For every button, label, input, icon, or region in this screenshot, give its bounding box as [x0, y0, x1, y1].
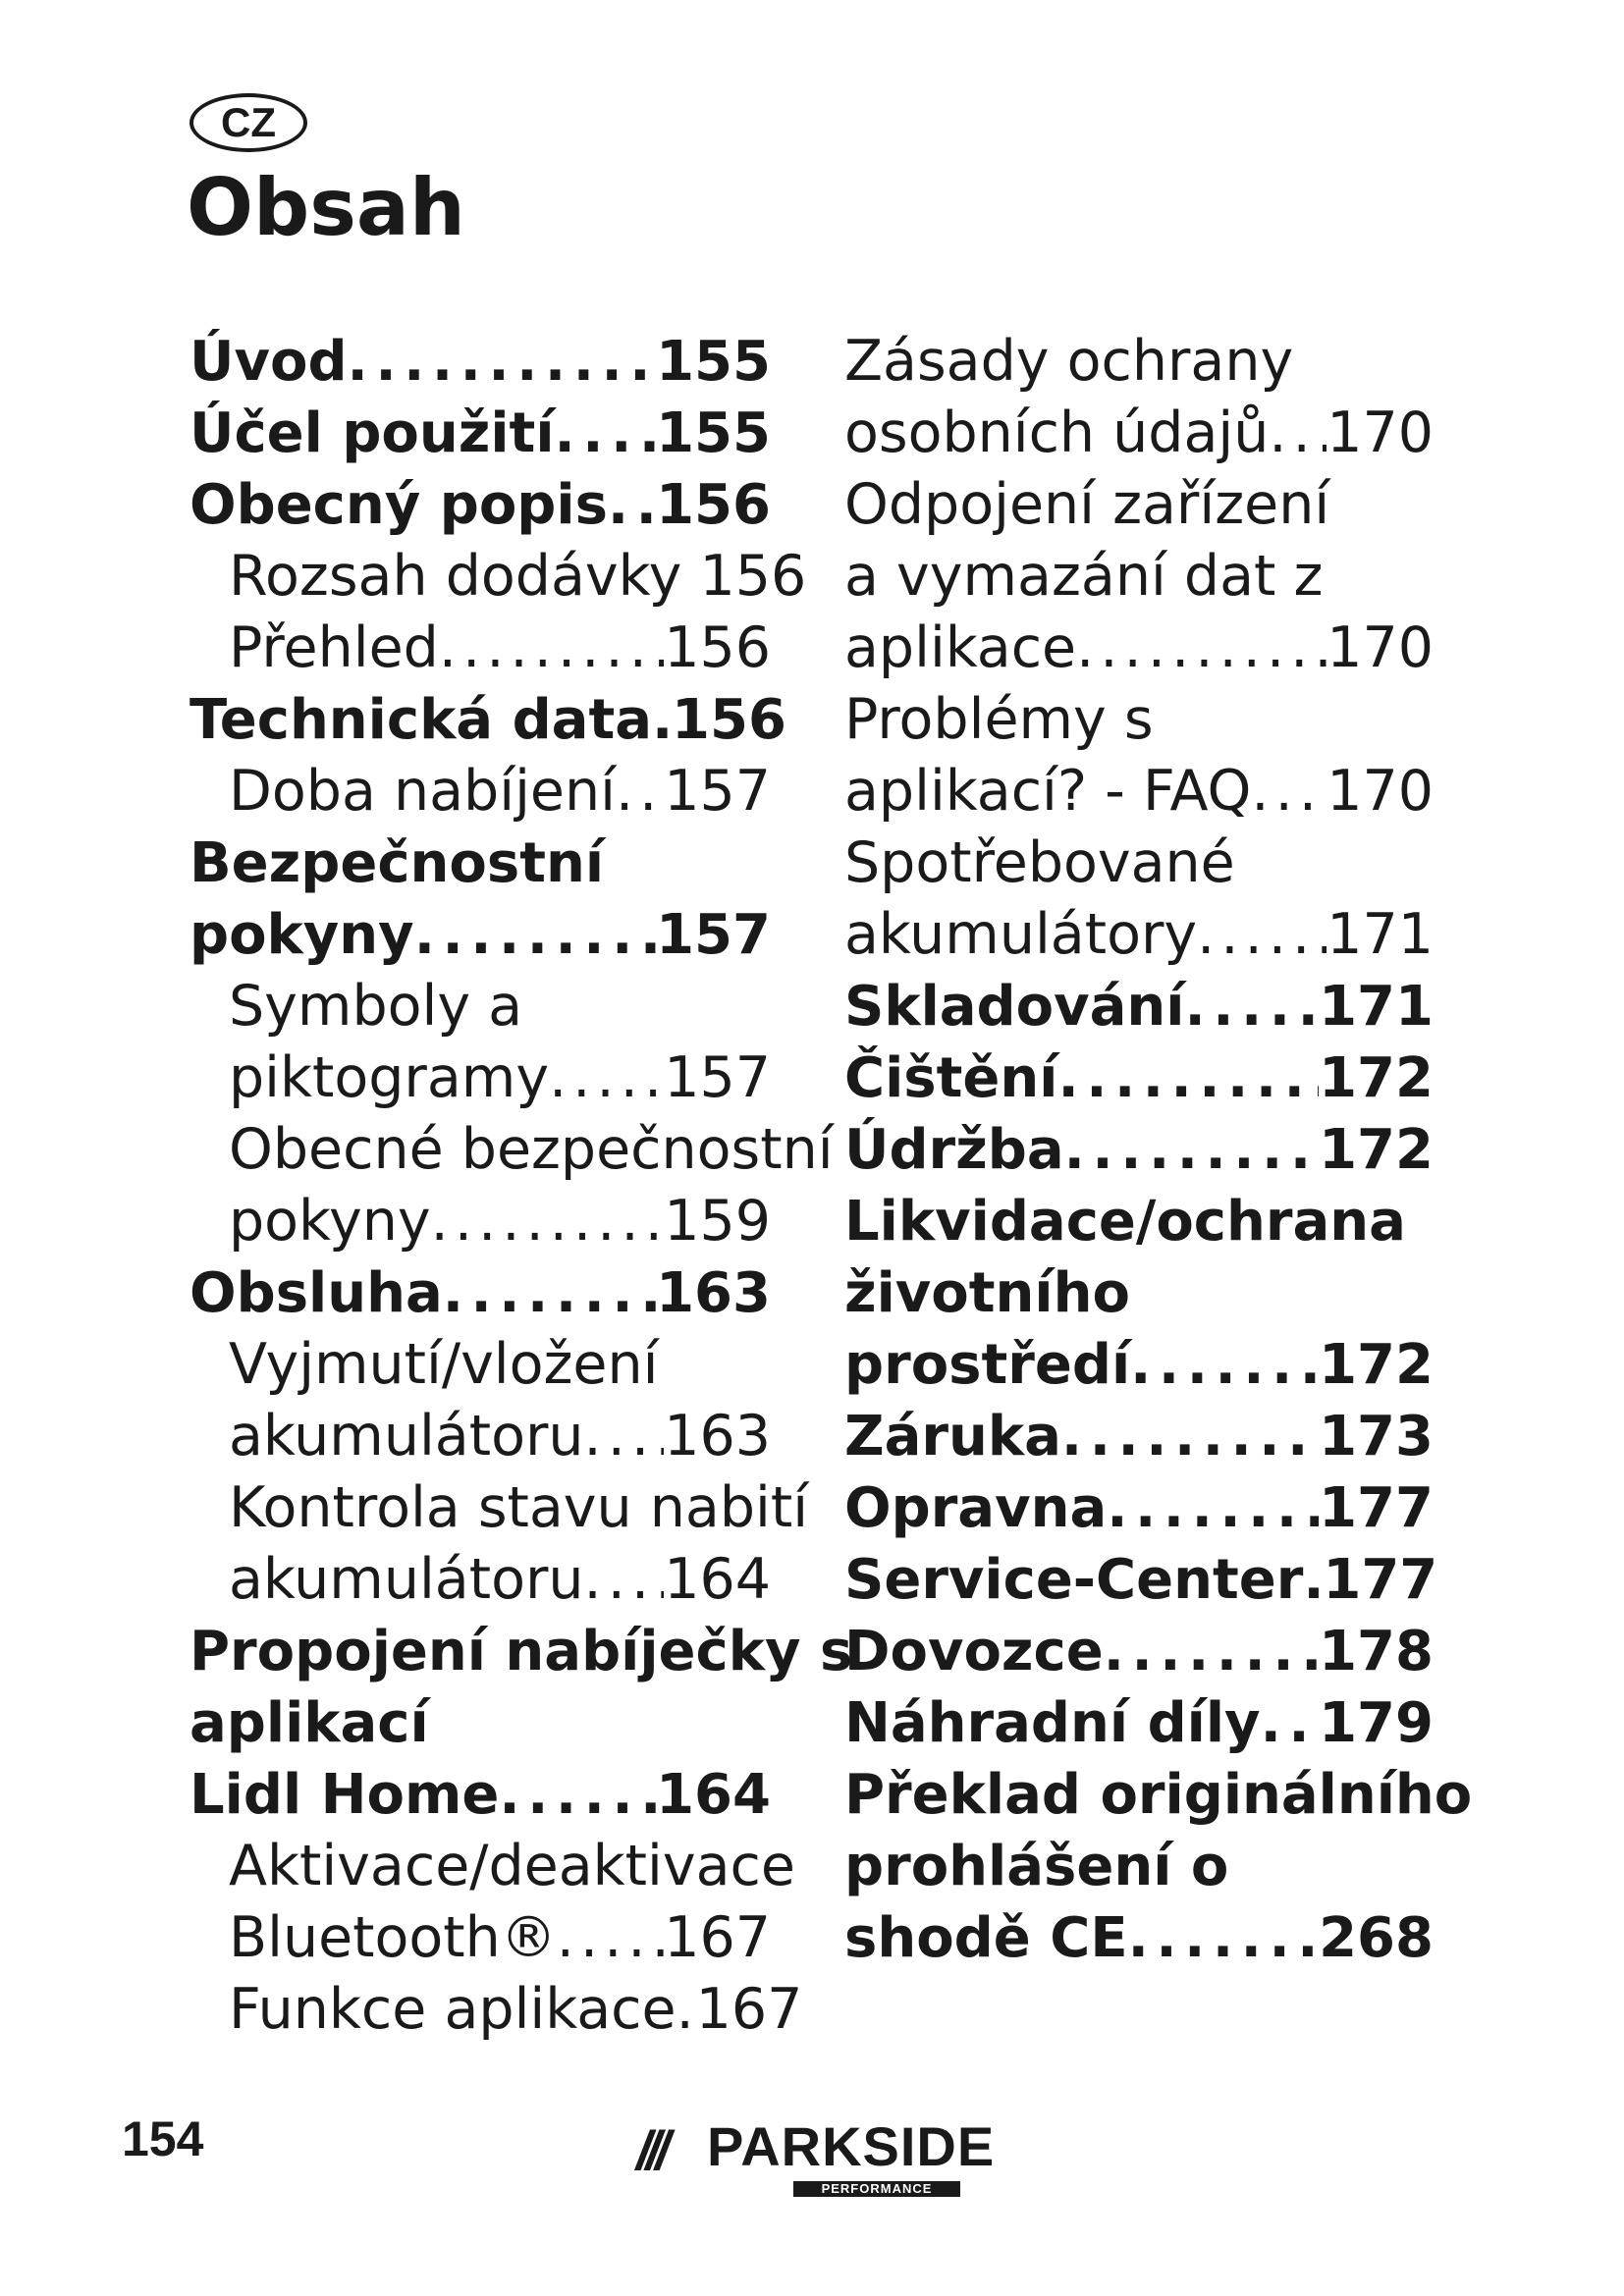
toc-entry-page: 268: [1319, 1906, 1434, 1970]
toc-entry-title: Opravna: [844, 1476, 1108, 1540]
brand-subtitle: PERFORMANCE: [793, 2181, 960, 2197]
toc-entry-title: piktogramy: [229, 1045, 550, 1110]
toc-entry-title: Údržba: [844, 1118, 1064, 1182]
toc-leader-dots: [608, 469, 656, 541]
toc-entry-title: Problémy s: [844, 687, 1154, 752]
toc-entry-title: aplikací? - FAQ: [844, 759, 1252, 824]
toc-entry-title: Bluetooth®: [229, 1905, 557, 1970]
toc-entry: [844, 326, 1434, 398]
toc-entry-title: Dovozce: [844, 1620, 1104, 1683]
toc-entry-title: Bezpečnostní: [189, 831, 605, 895]
toc-entry-page: 170: [1326, 400, 1434, 465]
toc-leader-dots: [1057, 1042, 1319, 1114]
toc-leader-dots: [443, 1257, 656, 1329]
language-badge: CZ: [189, 93, 307, 152]
toc-entry-page: 159: [664, 1189, 771, 1254]
toc-entry: [844, 398, 1434, 469]
toc-entry-page: 164: [664, 1547, 771, 1612]
toc-entry-title: Funkce aplikace: [229, 1977, 677, 2042]
toc-entry: [189, 1186, 771, 1257]
toc-entry-title: akumulátoru: [229, 1547, 584, 1612]
toc-entry-title: Obsluha: [189, 1261, 443, 1325]
toc-entry: [844, 1329, 1434, 1401]
toc-entry-page: 167: [664, 1905, 771, 1970]
toc-entry-title: Propojení nabíječky s: [189, 1620, 853, 1683]
toc-entry-title: Vyjmutí/vložení: [229, 1332, 659, 1397]
toc-entry-title: prohlášení o: [844, 1835, 1229, 1898]
toc-entry-page: 157: [664, 759, 771, 824]
toc-entry: [189, 1974, 803, 2046]
toc-entry: [189, 899, 771, 971]
toc-entry-title: akumulátoru: [229, 1404, 584, 1468]
toc-entry: [189, 828, 771, 899]
toc-entry: [844, 1472, 1434, 1544]
toc-leader-dots: [549, 1042, 664, 1114]
toc-entry: [189, 326, 771, 398]
toc-right-column: [844, 326, 1473, 1974]
toc-leader-dots: [1130, 1329, 1319, 1401]
toc-entry-title: Překlad originálního: [844, 1763, 1473, 1827]
toc-entry-title: Service-Center: [844, 1548, 1304, 1612]
toc-leader-dots: [431, 1186, 665, 1257]
toc-entry: [189, 1687, 771, 1759]
toc-entry-page: 179: [1319, 1691, 1434, 1755]
toc-leader-dots: [557, 1902, 664, 1974]
toc-entry: [189, 1759, 771, 1831]
toc-entry: [844, 1401, 1434, 1472]
toc-entry-page: 155: [656, 401, 771, 465]
toc-entry-page: 167: [695, 1977, 803, 2042]
toc-entry: [844, 1616, 1434, 1687]
toc-leader-dots: [584, 1401, 665, 1472]
toc-entry: [844, 1544, 1438, 1616]
toc-entry: [844, 541, 1434, 613]
toc-entry-title: Symboly a: [229, 974, 523, 1039]
toc-entry-title: Účel použití: [189, 401, 555, 465]
toc-leader-dots: [1184, 971, 1319, 1042]
page-title: Obsah: [187, 162, 465, 253]
toc-entry: [189, 1831, 795, 1902]
toc-entry-title: Čištění: [844, 1046, 1058, 1110]
toc-entry: [189, 1544, 771, 1616]
toc-entry-page: 170: [1326, 759, 1434, 824]
toc-entry: [189, 541, 807, 613]
toc-entry-title: Náhradní díly: [844, 1691, 1261, 1755]
toc-entry: [844, 756, 1434, 828]
toc-leader-dots: [499, 1759, 656, 1831]
toc-leader-dots: [1197, 899, 1326, 971]
toc-entry: [844, 971, 1434, 1042]
toc-leader-dots: [616, 756, 664, 828]
page-number: 154: [122, 2111, 204, 2166]
toc-entry-title: osobních údajů: [844, 400, 1270, 465]
toc-entry: [189, 1472, 809, 1544]
toc-entry-page: 163: [656, 1261, 771, 1325]
toc-entry-title: Odpojení zařízení: [844, 472, 1330, 537]
toc-leader-dots: [677, 1974, 696, 2046]
toc-entry: [189, 1401, 771, 1472]
toc-entry-title: prostředí: [844, 1333, 1131, 1397]
toc-entry: [189, 1042, 771, 1114]
toc-entry-title: Rozsah dodávky: [229, 544, 682, 609]
toc-entry: [844, 1687, 1434, 1759]
toc-leader-dots: [348, 326, 657, 398]
toc-entry-page: 156: [664, 615, 771, 680]
toc-entry-page: 170: [1326, 615, 1434, 680]
toc-entry-title: Aktivace/deaktivace: [229, 1834, 795, 1898]
toc-entry: [844, 1042, 1434, 1114]
toc-entry-title: akumulátory: [844, 902, 1198, 967]
toc-entry-title: Skladování: [844, 975, 1185, 1039]
toc-entry: [844, 469, 1434, 541]
toc-leader-dots: [652, 684, 672, 756]
toc-entry-title: a vymazání dat z: [844, 544, 1324, 609]
toc-entry-title: pokyny: [229, 1189, 431, 1254]
toc-leader-dots: [439, 613, 664, 684]
toc-entry-page: 164: [656, 1763, 771, 1827]
toc-entry-page: 171: [1326, 902, 1434, 967]
toc-entry: [189, 971, 771, 1042]
toc-entry-title: Doba nabíjení: [229, 759, 616, 824]
toc-entry-page: 157: [664, 1045, 771, 1110]
toc-entry: [844, 1114, 1434, 1186]
toc-entry-page: 178: [1319, 1620, 1434, 1683]
toc-entry-page: 156: [656, 473, 771, 537]
toc-leader-dots: [1107, 1472, 1319, 1544]
toc-entry-title: Technická data: [189, 688, 653, 752]
toc-leader-dots: [1303, 1544, 1323, 1616]
toc-entry: [189, 1257, 771, 1329]
toc-leader-dots: [414, 899, 656, 971]
toc-entry-page: 163: [664, 1404, 771, 1468]
toc-entry: [189, 1616, 853, 1687]
toc-entry-title: Lidl Home: [189, 1763, 500, 1827]
toc-leader-dots: [1128, 1902, 1320, 1974]
toc-entry-page: 157: [656, 903, 771, 967]
toc-entry-page: 172: [1319, 1333, 1434, 1397]
brand-slashes: ///: [636, 2119, 665, 2181]
toc-entry-page: 172: [1319, 1118, 1434, 1182]
toc-entry-title: pokyny: [189, 903, 414, 967]
toc-left-column: [189, 326, 853, 2046]
toc-entry-page: 155: [656, 330, 771, 394]
toc-entry-title: shodě CE: [844, 1906, 1128, 1970]
toc-entry-title: Obecný popis: [189, 473, 608, 537]
toc-entry-title: Likvidace/ochrana: [844, 1190, 1406, 1254]
toc-entry-title: Záruka: [844, 1405, 1061, 1468]
toc-entry: [189, 1329, 771, 1401]
toc-entry-page: 177: [1319, 1476, 1434, 1540]
toc-leader-dots: [1104, 1616, 1319, 1687]
toc-entry-page: 177: [1323, 1548, 1438, 1612]
toc-leader-dots: [584, 1544, 665, 1616]
toc-entry-title: aplikací: [189, 1691, 429, 1755]
toc-entry-title: Kontrola stavu nabití: [229, 1475, 809, 1540]
toc-entry-page: 172: [1319, 1046, 1434, 1110]
toc-entry: [189, 684, 786, 756]
toc-entry-title: Přehled: [229, 615, 439, 680]
toc-entry: [844, 899, 1434, 971]
toc-entry: [844, 613, 1434, 684]
toc-entry-title: životního: [844, 1261, 1130, 1325]
toc-entry-title: Úvod: [189, 330, 348, 394]
toc-entry-title: Obecné bezpečnostní: [229, 1117, 834, 1182]
toc-entry: [844, 1186, 1434, 1257]
toc-entry: [844, 1902, 1434, 1974]
toc-entry: [844, 1257, 1434, 1329]
toc-entry: [189, 613, 771, 684]
toc-entry-page: 156: [699, 544, 807, 609]
toc-entry: [189, 1114, 834, 1186]
toc-entry-title: Spotřebované: [844, 830, 1235, 895]
brand-name: PARKSIDE: [707, 2115, 996, 2177]
toc-entry: [189, 756, 771, 828]
toc-entry: [189, 1902, 771, 1974]
toc-entry-page: 171: [1319, 975, 1434, 1039]
toc-leader-dots: [1064, 1114, 1319, 1186]
toc-leader-dots: [1076, 613, 1326, 684]
toc-entry-title: Zásady ochrany: [844, 329, 1294, 394]
toc-leader-dots: [1061, 1401, 1319, 1472]
toc-leader-dots: [1261, 1687, 1320, 1759]
toc-entry: [844, 684, 1434, 756]
toc-entry: [844, 828, 1434, 899]
toc-leader-dots: [555, 398, 657, 469]
toc-entry: [189, 398, 771, 469]
toc-leader-dots: [1269, 398, 1326, 469]
parkside-logo: [636, 2110, 996, 2199]
toc-entry: [844, 1759, 1473, 1831]
toc-leader-dots: [1251, 756, 1326, 828]
toc-entry-page: 173: [1319, 1405, 1434, 1468]
toc-entry: [844, 1831, 1434, 1902]
toc-entry-page: 156: [672, 688, 786, 752]
toc-entry: [189, 469, 771, 541]
toc-entry-title: aplikace: [844, 615, 1077, 680]
